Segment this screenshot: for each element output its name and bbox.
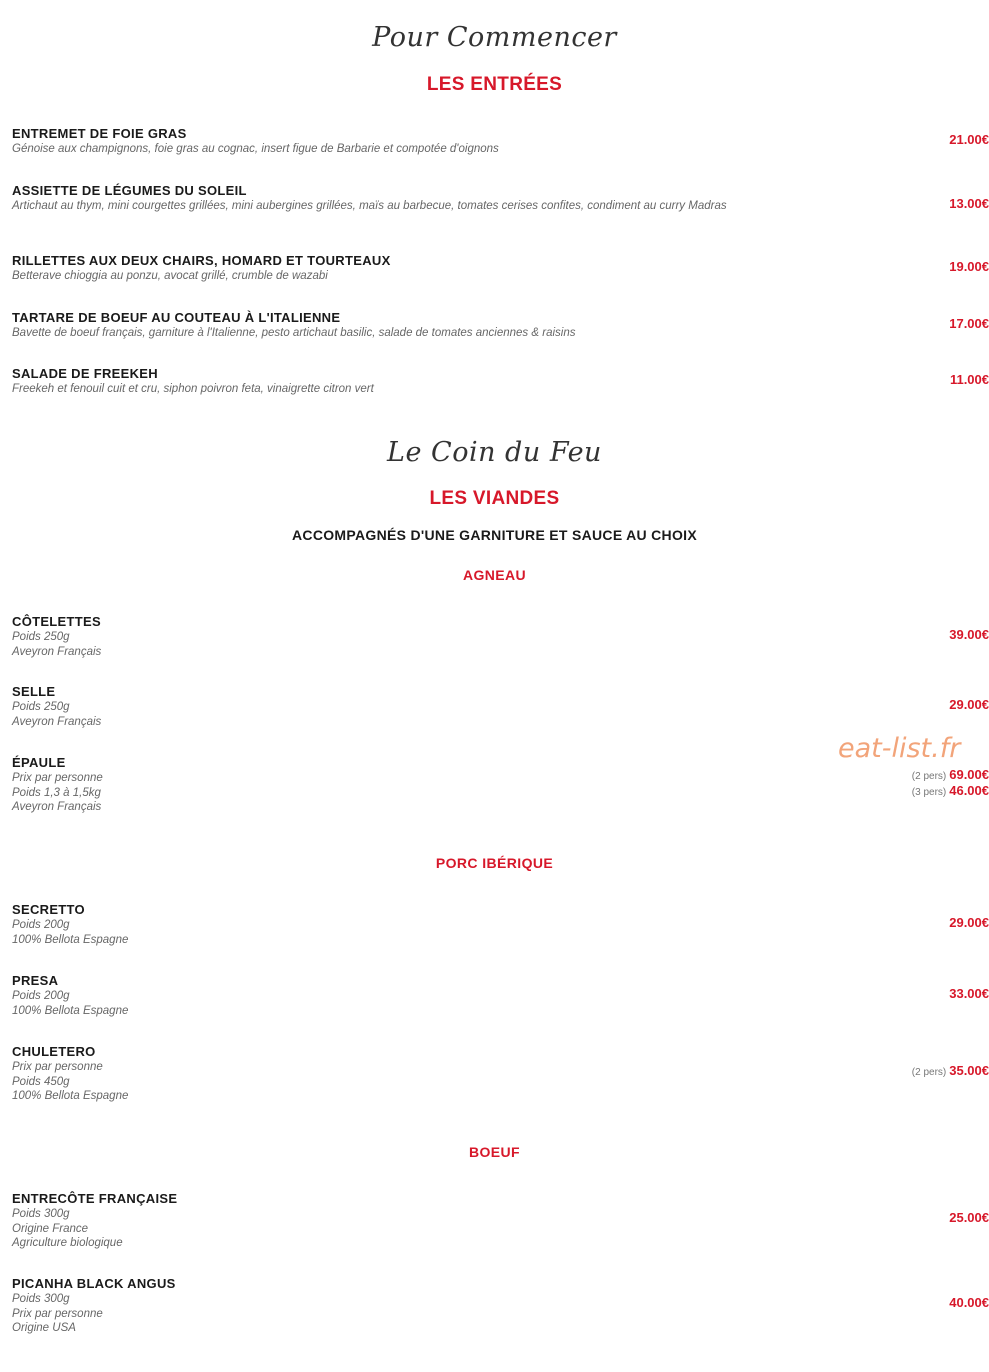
item-name: PICANHA BLACK ANGUS [12,1276,176,1291]
item-price: 21.00€ [949,132,989,147]
menu-item [12,1191,989,1251]
item-description: Poids 200g [12,990,70,1002]
item-price: 29.00€ [949,915,989,930]
watermark: eat-list.fr [838,733,961,764]
menu-item [12,310,989,341]
menu-item [12,614,989,659]
item-name: ENTREMET DE FOIE GRAS [12,126,187,141]
item-name: TARTARE DE BOEUF AU COUTEAU À L'ITALIENNE [12,310,341,325]
item-price-line [912,1063,989,1078]
item-description: Poids 200g [12,919,70,931]
menu-item [12,684,989,729]
item-name: SECRETTO [12,902,85,917]
item-description: Poids 1,3 à 1,5kg [12,786,101,799]
menu-item [12,1044,989,1104]
item-description: Origine USA [12,1322,76,1334]
menu-item [12,902,989,947]
menu-item [12,1276,989,1336]
price-persons: (2 pers) [911,771,947,782]
item-name: PRESA [12,973,59,988]
item-description: Poids 300g [12,1293,70,1305]
item-name: ASSIETTE DE LÉGUMES DU SOLEIL [12,183,247,198]
menu-item [12,366,989,397]
item-price: 46.00€ [949,783,989,798]
item-description: Poids 250g [12,701,70,713]
item-price: 29.00€ [949,697,989,712]
price-persons: (3 pers) [911,787,947,798]
item-price: 35.00€ [949,1063,989,1078]
viandes-script-title: Le Coin du Feu [387,437,602,468]
item-name: RILLETTES AUX DEUX CHAIRS, HOMARD ET TOURTEAUX [12,253,391,268]
item-name: CHULETERO [12,1044,96,1059]
item-description: Poids 250g [12,631,70,643]
item-description: 100% Bellota Espagne [12,1090,129,1102]
item-price: 19.00€ [949,259,989,274]
item-price: 17.00€ [949,316,989,331]
item-description: Betterave chioggia au ponzu, avocat grillé, crumble de wazabi [12,270,328,282]
viandes-subtitle: ACCOMPAGNÉS D'UNE GARNITURE ET SAUCE AU CHOIX [292,527,697,543]
item-name: CÔTELETTES [12,614,101,629]
item-price: 39.00€ [949,627,989,642]
item-description: Prix par personne [12,1307,103,1320]
item-name: ENTRECÔTE FRANÇAISE [12,1191,178,1206]
menu-item [12,126,989,157]
item-description: Génoise aux champignons, foie gras au cognac, insert figue de Barbarie et compotée d'oignons [12,143,499,155]
item-description: 100% Bellota Espagne [12,1004,129,1017]
item-description: Bavette de boeuf français, garniture à l'Italienne, pesto artichaut basilic, salade de tomates anciennes & raisins [12,327,576,339]
item-description: Freekeh et fenouil cuit et cru, siphon poivron feta, vinaigrette citron vert [12,383,374,395]
price-persons: (2 pers) [911,1067,947,1078]
item-price: 13.00€ [949,196,989,211]
category-title-boeuf: BOEUF [469,1144,520,1160]
item-description: Agriculture biologique [12,1237,123,1249]
item-price-line [912,783,989,798]
item-price: 25.00€ [949,1210,989,1225]
item-price: 40.00€ [949,1295,989,1310]
item-name: SELLE [12,684,56,699]
viandes-section-title: LES VIANDES [429,488,560,509]
category-title-porc: PORC IBÉRIQUE [435,855,554,871]
category-title-agneau: AGNEAU [462,567,527,583]
item-name: SALADE DE FREEKEH [12,366,158,381]
item-price: 33.00€ [949,986,989,1001]
item-description: Poids 450g [12,1075,70,1088]
entrees-script-title: Pour Commencer [372,22,617,53]
item-description: Artichaut au thym, mini courgettes grillées, mini aubergines grillées, maïs au barbecue, tomates cerises confites, condiment au curry Madras [12,200,727,212]
menu-item [12,253,989,284]
item-description: Aveyron Français [12,645,102,658]
item-description: Prix par personne [12,772,103,784]
item-description: Origine France [12,1222,89,1235]
item-description: Aveyron Français [12,801,102,813]
item-price: 11.00€ [949,372,989,387]
menu-item [12,973,989,1018]
entrees-section-title: LES ENTRÉES [426,74,563,95]
item-name: ÉPAULE [12,755,66,770]
item-description: Poids 300g [12,1208,70,1220]
item-price: 69.00€ [949,767,989,782]
item-price-line [912,767,989,782]
item-description: Prix par personne [12,1061,103,1073]
item-description: 100% Bellota Espagne [12,933,129,946]
menu-item [12,183,989,214]
item-description: Aveyron Français [12,715,102,728]
